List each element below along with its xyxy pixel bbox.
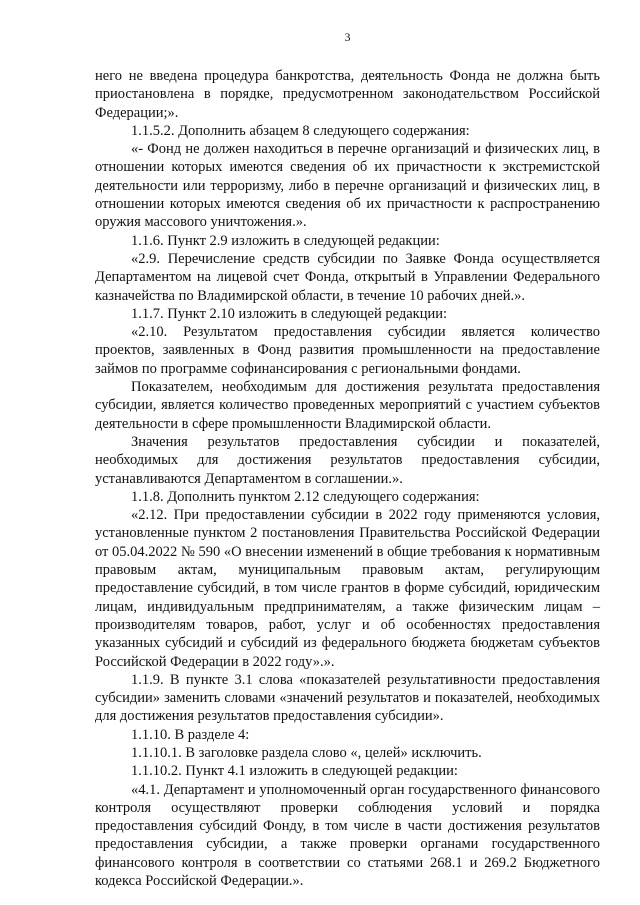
paragraph-11: «2.12. При предоставлении субсидии в 2022 году применяются условия, установленные пунктом 2 постановления Правительства Российской Федерации от 05.04.2022 № 590 «О внесении изменений в общие требования к нормативным правовым актам, муниципальным правовым актам, регулирующим предоставление субсидий, в том числе грантов в форме субсидий, юридическим лицам, индивидуальным предпринимателям, а также физическим лицам – производителям товаров, работ, услуг и об особенностях предоставления указанных субсидий и субсидий из федерального бюджета бюджетам субъектов Российской Федерации в 2022 году».». <box>95 507 600 670</box>
paragraph-13: 1.1.10. В разделе 4: <box>131 726 250 743</box>
paragraph-16: «4.1. Департамент и уполномоченный орган государственного финансового контроля осуществляют проверки соблюдения условий и порядка предоставления субсидий Фонду, в том числе в части достижения результатов предоставления субсидии, а также проверки органами государственного финансового контроля в соответствии со статьями 268.1 и 269.2 Бюджетного кодекса Российской Федерации.». <box>95 781 600 890</box>
paragraph-1: него не введена процедура банкротства, деятельность Фонда не должна быть приостановлена в порядке, предусмотренном законодательством Российской Федерации;». <box>95 68 600 121</box>
paragraph-2: 1.1.5.2. Дополнить абзацем 8 следующего содержания: <box>131 122 470 139</box>
paragraph-9: Значения результатов предоставления субсидии и показателей, необходимых для достижения результатов предоставления субсидии, устанавливаются Департаментом в соглашении.». <box>95 433 600 487</box>
paragraph-12: 1.1.9. В пункте 3.1 слова «показателей результативности предоставления субсидии» заменить словами «значений результатов и показателей, необходимых для достижения результатов предоставления субсидии». <box>95 671 600 725</box>
document-body <box>95 67 600 890</box>
paragraph-14: 1.1.10.1. В заголовке раздела слово «, целей» исключить. <box>131 744 482 761</box>
paragraph-10: 1.1.8. Дополнить пунктом 2.12 следующего содержания: <box>131 488 480 505</box>
paragraph-7: «2.10. Результатом предоставления субсидии является количество проектов, заявленных в Фонд развития промышленности на предоставление займов по программе софинансирования с региональными фондами. <box>95 324 600 377</box>
page-number: 3 <box>344 30 351 44</box>
paragraph-15: 1.1.10.2. Пункт 4.1 изложить в следующей редакции: <box>131 763 458 780</box>
paragraph-6: 1.1.7. Пункт 2.10 изложить в следующей редакции: <box>131 305 448 322</box>
paragraph-5: «2.9. Перечисление средств субсидии по Заявке Фонда осуществляется Департаментом на лицевой счет Фонда, открытый в Управлении Федерального казначейства по Владимирской области, в течение 10 рабочих дней.». <box>95 250 600 304</box>
paragraph-3: «- Фонд не должен находиться в перечне организаций и физических лиц, в отношении которых имеются сведения об их причастности к экстремистской деятельности или терроризму, либо в перечне организаций и физических лиц, в отношении которых имеются сведения об их причастности к распространению оружия массового уничтожения.». <box>95 141 600 231</box>
paragraph-8: Показателем, необходимым для достижения результата предоставления субсидии, является количество проведенных мероприятий с участием субъектов деятельности в сфере промышленности Владимирской области. <box>95 379 600 432</box>
paragraph-4: 1.1.6. Пункт 2.9 изложить в следующей редакции: <box>131 232 440 249</box>
